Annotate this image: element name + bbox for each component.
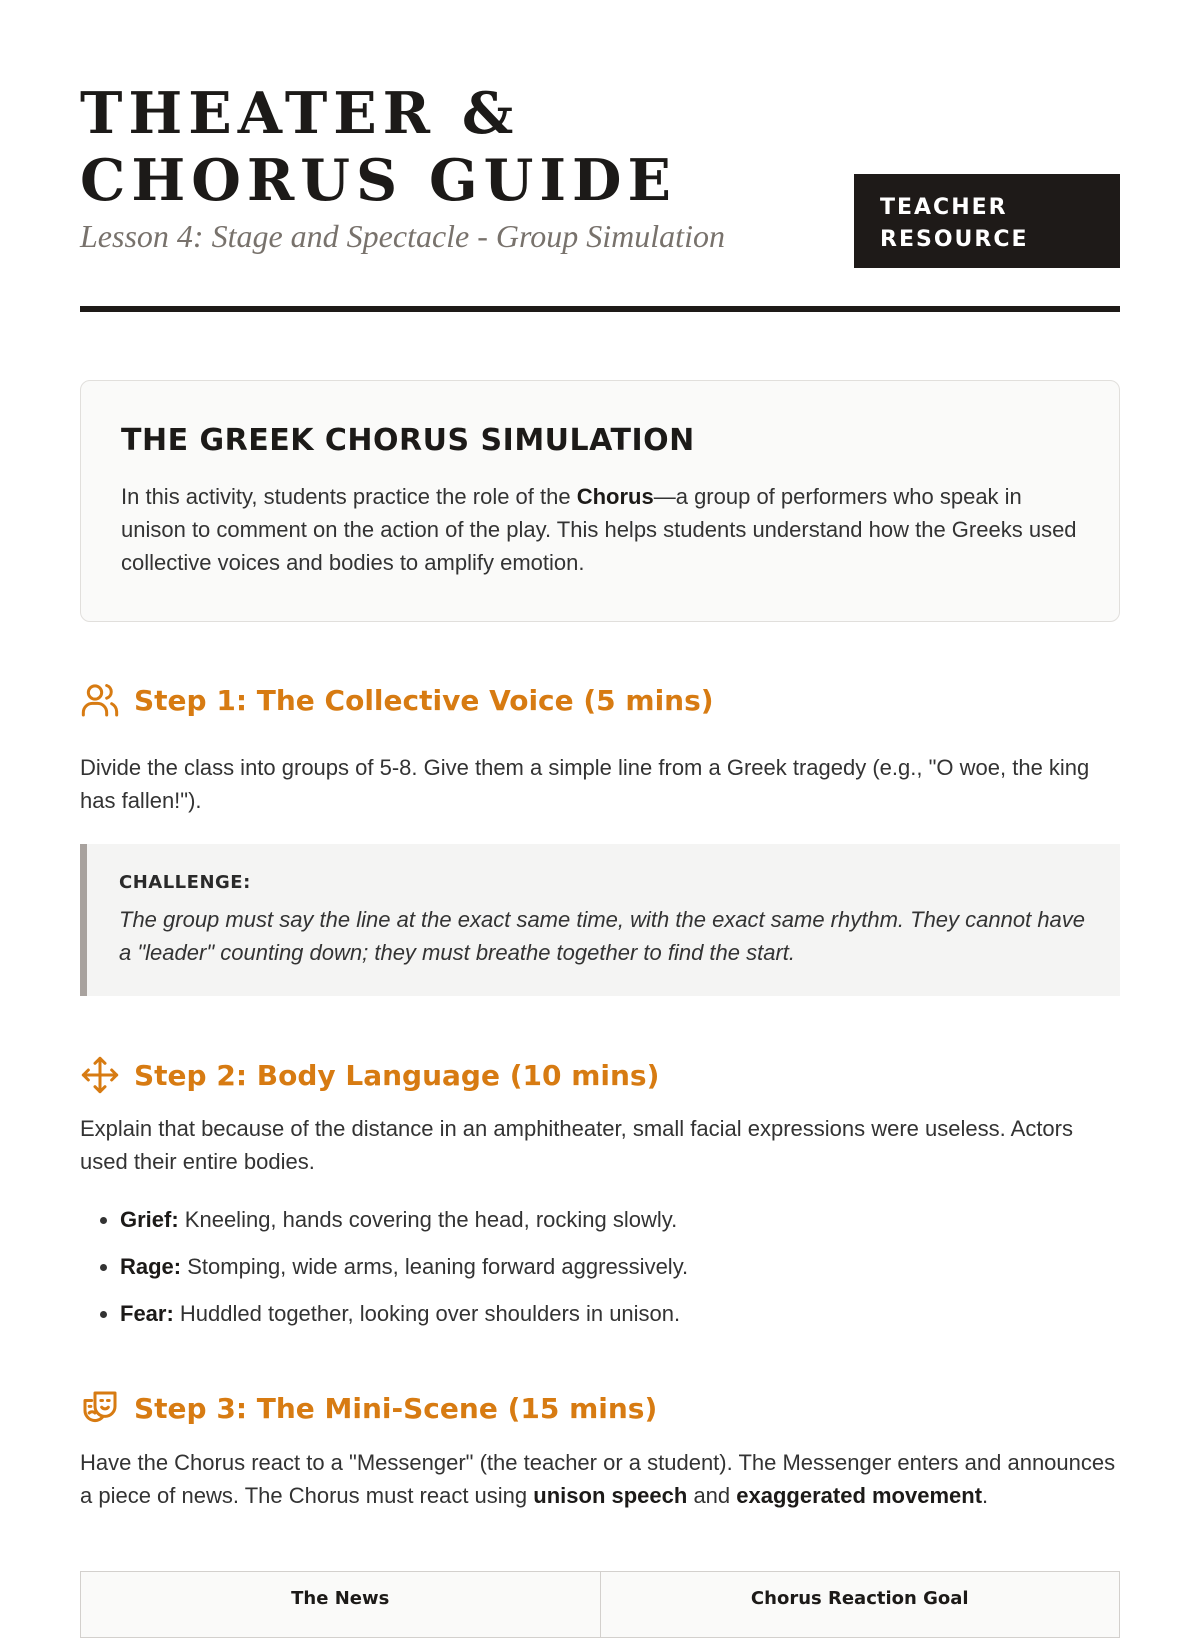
body-language-list [80,1203,1160,1344]
theater-masks-icon [80,1388,120,1428]
step-2-text: Explain that because of the distance in an amphitheater, small facial expressions were useless. Actors used their entire bodies. [80,1116,1073,1174]
users-icon [80,680,120,720]
step-1-title: Step 1: The Collective Voice (5 mins) [134,683,714,717]
step-2-title: Step 2: Body Language (10 mins) [134,1058,660,1092]
move-icon [80,1055,120,1095]
challenge-callout [80,844,1120,996]
list-item: • Fear: Huddled together, looking over shoulders in unison. [120,1297,1160,1330]
step-3-text: Have the Chorus react to a "Messenger" (the teacher or a student). The Messenger enters and announces a piece of news. The Chorus must react using unison speech and exaggerated movement. [80,1450,1116,1508]
step-1-text: Divide the class into groups of 5-8. Give them a simple line from a Greek tragedy (e.g., "O woe, the king has fallen!"). [80,755,1090,813]
teacher-resource-badge: TEACHER RESOURCE [854,174,1120,268]
header [80,80,1120,255]
list-item: • Rage: Stomping, wide arms, leaning forward aggressively. [120,1250,1160,1283]
step-3-title: Step 3: The Mini-Scene (15 mins) [134,1391,658,1425]
list-item: • Grief: Kneeling, hands covering the head, rocking slowly. [120,1203,1160,1236]
step-3-heading [80,1388,657,1428]
header-divider [80,306,1120,312]
challenge-label: CHALLENGE: [119,872,251,893]
page-title: THEATER & CHORUS GUIDE [80,80,677,214]
intro-card [80,380,1120,622]
table-header-news: The News [81,1572,601,1638]
table-header-reaction: Chorus Reaction Goal [600,1572,1120,1638]
intro-heading: THE GREEK CHORUS SIMULATION [121,423,695,458]
step-1-heading [80,680,714,720]
challenge-text: The group must say the line at the exact same time, with the exact same rhythm. They cannot have a "leader" counting down; they must breathe together to find the start. [119,907,1086,965]
intro-text: In this activity, students practice the role of the Chorus—a group of performers who speak in unison to comment on the action of the play. This helps students understand how the Greeks used collective voices and bodies to amplify emotion. [121,484,1077,575]
mini-scene-table [80,1571,1120,1638]
step-2-heading [80,1055,659,1095]
page-subtitle: Lesson 4: Stage and Spectacle - Group Simulation [80,218,725,254]
